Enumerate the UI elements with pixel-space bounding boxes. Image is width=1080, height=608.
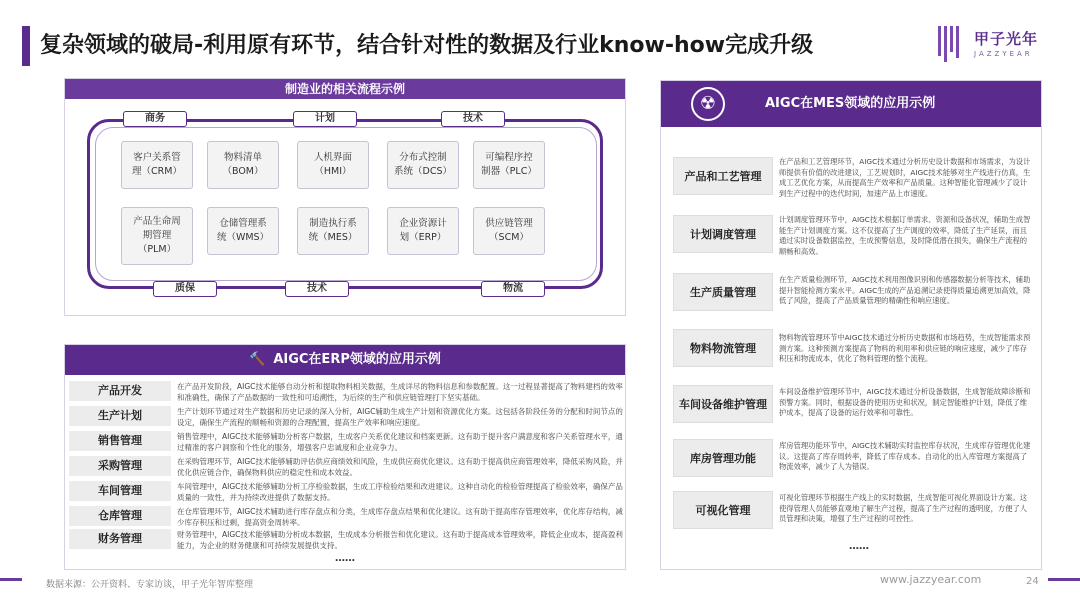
mes-row-desc: 在产品和工艺管理环节，AIGC技术通过分析历史设计数据和市场需求，为设计师提供有价值的改进建议，工艺规划时，AIGC技术能够对生产线进行仿真，生成工艺优化方案，从而提高生产效率和产品质量。这种智能化管理减少了设计到生产过程中的迭代时间，加速产品上市速度。 <box>779 157 1031 198</box>
footer-accent-right <box>1048 578 1080 581</box>
hammer-icon: 🔨 <box>249 352 266 367</box>
process-heading: 制造业的相关流程示例 <box>65 79 625 99</box>
system-box: 客户关系管 理（CRM） <box>121 141 193 189</box>
footer-accent-left <box>0 578 22 581</box>
page-title: 复杂领域的破局-利用原有环节，结合针对性的数据及行业know-how完成升级 <box>40 33 814 58</box>
logo-subtext: JAZZYEAR <box>974 50 1033 58</box>
system-box: 企业资源计 划（ERP） <box>387 207 459 255</box>
system-box: 仓储管理系 统（WMS） <box>207 207 279 255</box>
erp-row-label: 销售管理 <box>69 431 171 451</box>
system-box: 制造执行系 统（MES） <box>297 207 369 255</box>
mes-row-desc: 库房管理功能环节中，AIGC技术辅助实时监控库存状况，生成库存管理优化建议。这提高了库存周转率，降低了库存成本。自动化的出入库管理方案提高了物流效率，减少了人为错误。 <box>779 441 1031 471</box>
mes-row-desc: 计划调度管理环节中，AIGC技术根据订单需求、资源和设备状况，辅助生成智能生产计划调度方案。这不仅提高了生产调度的效率，降低了生产延误，而且通过实时设备数据监控，生成预警信息，及时降低潜在损失，确保生产流程的顺畅和高效。 <box>779 215 1031 256</box>
system-box: 人机界面 （HMI） <box>297 141 369 189</box>
erp-panel <box>64 344 626 570</box>
system-box: 产品生命周 期管理 （PLM） <box>121 207 193 265</box>
stage-pill: 技术 <box>441 111 505 127</box>
mes-row-label: 车间设备维护管理 <box>673 385 773 423</box>
system-box: 供应链管理 （SCM） <box>473 207 545 255</box>
erp-row-label: 仓库管理 <box>69 506 171 526</box>
erp-row-desc: 财务管理中，AIGC技术能够辅助分析成本数据，生成成本分析报告和优化建议。这有助于提高成本管理效率，降低企业成本，提高盈利能力，为企业的财务健康和可持续发展提供支持。 <box>177 530 623 550</box>
process-panel <box>64 78 626 316</box>
mes-row-label: 产品和工艺管理 <box>673 157 773 195</box>
mes-row-desc: 物料物流管理环节中AIGC技术通过分析历史数据和市场趋势，生成智能需求预测方案。这种预测方案提高了物料的利用率和供应链的响应速度，减少了库存积压和物流成本，优化了物料管理的整个流程。 <box>779 333 1031 363</box>
stage-pill: 计划 <box>293 111 357 127</box>
mes-row-desc: 车间设备维护管理环节中，AIGC技术通过分析设备数据，生成智能故障诊断和预警方案。同时，根据设备的使用历史和状况，制定智能维护计划，降低了维护成本，提高了设备的运行效率和可靠性。 <box>779 387 1031 417</box>
erp-row-desc: 车间管理中，AIGC技术能够辅助分析工序检验数据，生成工序检验结果和改进建议。这种自动化的检验管理提高了检验效率，确保产品质量的一致性，并为持续改进提供了数据支持。 <box>177 482 623 502</box>
mes-row-label: 可视化管理 <box>673 491 773 529</box>
erp-row-desc: 生产计划环节通过对生产数据和历史记录的深入分析，AIGC辅助生成生产计划和资源优化方案。这包括各阶段任务的分配和时间节点的设定，确保生产流程的顺畅和资源的合理配置，提高生产效率和响应速度。 <box>177 407 623 427</box>
erp-heading: 🔨 AIGC在ERP领域的应用示例 <box>65 345 625 375</box>
system-box: 分布式控制 系统（DCS） <box>387 141 459 189</box>
title-accent-bar <box>22 26 30 66</box>
erp-row-desc: 销售管理中，AIGC技术能够辅助分析客户数据，生成客户关系优化建议和档案更新。这有助于提升客户满意度和客户关系管理水平，通过精准的客户洞察和个性化的服务，增强客户忠诚度和企业竞争力。 <box>177 432 623 452</box>
mes-row-label: 物料物流管理 <box>673 329 773 367</box>
erp-row-label: 生产计划 <box>69 406 171 426</box>
mes-more-ellipsis: …… <box>849 541 869 552</box>
erp-row-desc: 在采购管理环节，AIGC技术能够辅助评估供应商绩效和风险，生成供应商优化建议。这有助于提高供应商管理效率，降低采购风险，并优化供应链合作，确保物料供应的稳定性和成本效益。 <box>177 457 623 477</box>
mes-row-label: 库房管理功能 <box>673 439 773 477</box>
erp-row-desc: 在仓库管理环节，AIGC技术辅助进行库存盘点和分类，生成库存盘点结果和优化建议。这有助于提高库存管理效率，优化库存结构，减少库存积压和过剩，提高资金周转率。 <box>177 507 623 527</box>
radiation-icon: ☢ <box>691 87 725 121</box>
mes-panel <box>660 80 1042 570</box>
logo-bars-icon <box>938 26 964 62</box>
mes-heading: ☢ AIGC在MES领域的应用示例 <box>661 81 1041 127</box>
mes-row-desc: 在生产质量检测环节，AIGC技术利用图像识别和传感器数据分析等技术，辅助提升智能检测方案水平。AIGC生成的产品追溯记录使得质量追溯更加高效，降低了风险，提高了产品质量管理的精确性和响应速度。 <box>779 275 1031 305</box>
system-box: 可编程序控 制器（PLC） <box>473 141 545 189</box>
footer-url: www.jazzyear.com <box>880 573 982 586</box>
stage-pill: 技术 <box>285 281 349 297</box>
system-box: 物料清单 （BOM） <box>207 141 279 189</box>
stage-pill: 商务 <box>123 111 187 127</box>
footer-source: 数据来源：公开资料、专家访谈，甲子光年智库整理 <box>46 580 254 590</box>
logo-text: 甲子光年 <box>974 30 1039 48</box>
mes-row-label: 生产质量管理 <box>673 273 773 311</box>
erp-row-label: 车间管理 <box>69 481 171 501</box>
erp-row-label: 产品开发 <box>69 381 171 401</box>
erp-row-desc: 在产品开发阶段，AIGC技术能够自动分析和提取物料相关数据，生成详尽的物料信息和参数配置。这一过程显著提高了物料建档的效率和准确性，确保了产品数据的一致性和可追溯性，为后续的生产和供应链管理打下坚实基础。 <box>177 382 623 402</box>
page-number: 24 <box>1026 576 1039 587</box>
brand-logo <box>938 22 1058 68</box>
stage-pill: 物流 <box>481 281 545 297</box>
erp-row-label: 财务管理 <box>69 529 171 549</box>
mes-row-desc: 可视化管理环节根据生产线上的实时数据，生成智能可视化界面设计方案。这使得管理人员能够直观地了解生产过程，提高了生产过程的透明度，方便了人员管理和决策，增强了生产过程的可控性。 <box>779 493 1028 523</box>
mes-row-label: 计划调度管理 <box>673 215 773 253</box>
stage-pill: 质保 <box>153 281 217 297</box>
erp-row-label: 采购管理 <box>69 456 171 476</box>
erp-more-ellipsis: …… <box>335 553 355 564</box>
